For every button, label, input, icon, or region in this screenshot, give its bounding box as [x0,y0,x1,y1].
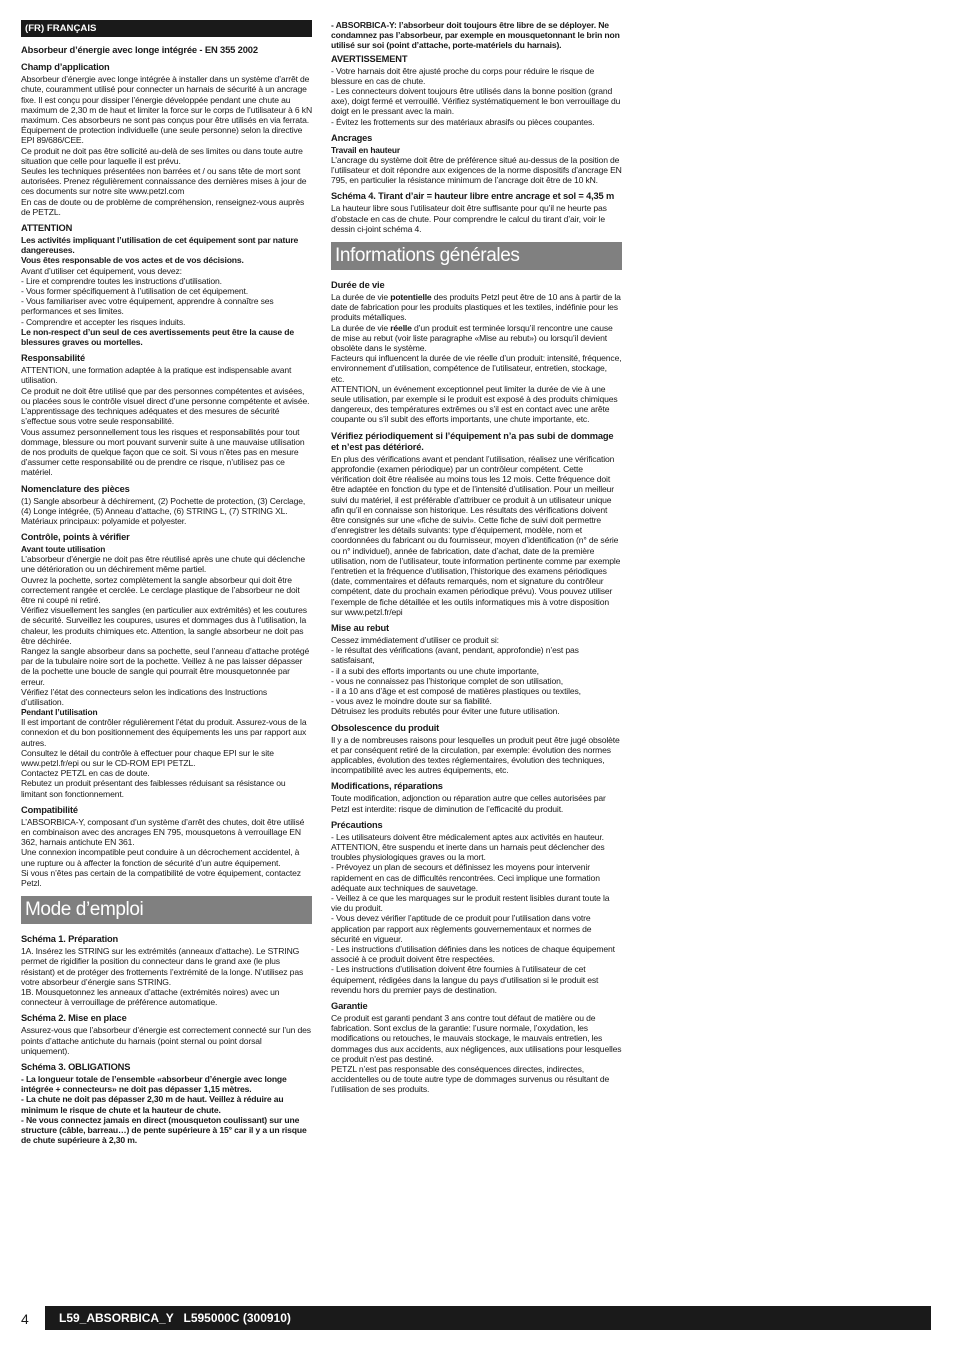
section-text: Assurez-vous que l’absorbeur d’énergie est correctement connecté sur l’un des points d’attache antichute du harnais (point sternal ou point dorsal uniquement). [21,1025,311,1056]
section-title: Ancrages [331,132,373,143]
section-text: Cessez immédiatement d’utiliser ce produit si: - le résultat des vérifications (avant, pendant, approfondie) n’est pas satisfaisant, - il a subi des efforts importants ou une chute importante, - vous ne connaissez pas l’historique complet de son utilisation, - il a 10 ans d’âge et est composé de matières plastiques ou textiles, - vous avez le moindre doute sur sa fiabilité. Détruisez les produits rebutés pour éviter une future utilisation. [331,634,581,717]
subsection-title: Pendant l’utilisation [21,707,98,718]
left-column [21,20,312,1145]
section-title: Garantie [331,1001,368,1012]
mode-emploi-heading: Mode d’emploi [21,896,312,924]
section-title: ATTENTION [21,223,73,234]
warning-bold: Le non-respect d’un seul de ces avertissements peut être la cause de blessures graves ou mortelles. [21,326,295,348]
section-text: (1) Sangle absorbeur à déchirement, (2) Pochette de protection, (3) Cerclage, (4) Longe intégrée, (5) Anneau d’attache, (6) STRING L, (7) STRING XL. Matériaux principaux: polyamide et polyester. [21,495,306,526]
section-title: Précautions [331,819,383,830]
section-text: Il y a de nombreuses raisons pour lesquelles un produit peut être jugé obsolète et par conséquent retiré de la circulation, par exemple: évolution des normes applicables, évolution des textes réglementaires, évolution des techniques, incompatibilité avec les autres équipements, etc. [331,734,620,776]
page-number: 4 [21,1311,29,1327]
absorbica-note: - ABSORBICA-Y: l’absorbeur doit toujours être libre de se déployer. Ne condamnez pas l’absorbeur, par exemple en mousquetonnant le brin non utilisé sur soi (point d’attache, porte-matériels du harnais). [331,20,620,51]
footer-code: L59_ABSORBICA_Y L595000C (300910) [45,1306,931,1330]
section-text: Absorbeur d’énergie avec longe intégrée à installer dans un système d’arrêt de chute, couramment utilisé pour connecter un harnais de sécurité à un ancrage fixe. Il est conçu pour dissiper l’énergie développée pendant une chute au maximum de 2,30 m de haut et limiter la force sur le corps de l’utilisateur à 6 kN maximum. Ces absorbeurs ne sont pas conçus pour être utilisés en via ferrata. Équipement de protection individuelle (une seule personne) selon la directive EPI 89/686/CEE. Ce produit ne doit pas être sollicité au-delà de ses limites ou dans toute autre situation que celle pour laquelle il est prévu. Seules les techniques présentées non barrées et / ou sans tête de mort sont autorisées. Prenez régulièrement connaissance des dernières mises à jour de ces documents sur notre site www.petzl.com En cas de doute ou de problème de compréhension, renseignez-vous auprès de PETZL. [21,74,312,217]
language-header: (FR) FRANÇAIS [21,20,312,37]
section-text: - La longueur totale de l’ensemble «absorbeur d’énergie avec longe intégrée + connecteurs» ne doit pas dépasser 1,15 mètres. - La chute ne doit pas dépasser 2,30 m de haut. Veillez à réduire au minimum le risque de chute et la hauteur de chute. - Ne vous connectez jamais en direct (mousqueton coulissant) sur une structure (câble, barreau…) de pente supérieure à 15° car il y a un risque de chute supérieure à 2,30 m. [21,1074,307,1146]
info-generales-heading: Informations générales [331,242,622,270]
section-title: Modifications, réparations [331,781,443,792]
section-text: En plus des vérifications avant et pendant l’utilisation, réalisez une vérification approfondie (examen périodique) par un contrôleur compétent. Cette vérification doit être réalisée au moins tous les 12 mois. Cette fréquence doit être adaptée en fonction du type et de l’intensité d’utilisation. Pour un meilleur suivi du matériel, il est préférable d’attribuer ce produit à un utilisateur unique afin qu’il en connaisse son historique. Les résultats des vérifications doivent être consignés sur une «fiche de suivi». Cette fiche de suivi doit permettre d’enregistrer les détails suivants: type d’équipement, modèle, nom et coordonnées du fabricant ou du fournisseur, moyen d’identification (n° de série ou n° individuel), année de fabrication, date d’achat, date de la première utilisation, nom de l’utilisateur, toute information pertinente comme par exemple l’entretien et la fréquence d’utilisation, l’historique des examens périodiques (date, commentaires et défauts remarqués, nom et signature du contrôleur compétent, date du prochain examen périodique prévu). Vous pouvez utiliser l’exemple de fiche détaillée et les outils informatiques mis à votre disposition sur www.petzl.fr/epi [331,453,621,617]
section-text: - Les utilisateurs doivent être médicalement aptes aux activités en hauteur. ATTENTION, être suspendu et inerte dans un harnais peut déclencher des troubles physiologiques graves ou la mort. - Prévoyez un plan de secours et définissez les moyens pour intervenir rapidement en cas de difficultés rencontrées. Ceci implique une formation adéquate aux techniques de sauvetage. - Veillez à ce que les marquages sur le produit restent lisibles durant toute la vie du produit. - Vous devez vérifier l’aptitude de ce produit pour l’utilisation dans votre application par rapport aux règlements gouvernementaux et normes de sécurité en vigueur. - Les instructions d’utilisation définies dans les notices de chaque équipement associé à ce produit doivent être respectées. - Les instructions d’utilisation doivent être fournies à l’utilisateur de cet équipement, rédigées dans la langue du pays d’utilisation si le produit est revendu hors du premier pays de destination. [331,831,615,995]
section-text: La hauteur libre sous l’utilisateur doit être suffisante pour qu’il ne heurte pas d’obstacle en cas de chute. Pour comprendre le calcul du tirant d’air, voir le dessin ci-joint schéma 4. [331,203,607,234]
section-text: La durée de vie réelle d’un produit est terminée lorsqu’il rencontre une cause de mise au rebut (voir liste paragraphe «Mise au rebut») ou lorsqu’il devient obsolète dans le système. [331,322,613,354]
section-text: L’ancrage du système doit être de préférence situé au-dessus de la position de l’utilisateur et doit répondre aux exigences de la norme dispositifs d’ancrage EN 795, en particulier la résistance minimum de l’ancrage doit être de 10 kN. [331,154,622,186]
section-title: Schéma 1. Préparation [21,934,119,945]
section-text: ATTENTION, une formation adaptée à la pratique est indispensable avant utilisation. Ce produit ne doit être utilisé que par des personnes compétentes et avisées, ou placées sous le contrôle visuel direct d’une personne compétente et avisée. L’apprentissage des techniques adéquates et des mesures de sécurité s’effectue sous votre seule responsabilité. Vous assumez personnellement tous les risques et responsabilités pour tout dommage, blessure ou mort pouvant survenir suite à une mauvaise utilisation de nos produits de quelque façon que ce soit. Si vous n’êtes pas en mesure d’assumer cette responsabilité ou de prendre ce risque, n’utilisez pas ce matériel. [21,365,310,478]
section-text: - Votre harnais doit être ajusté proche du corps pour réduire le risque de blessure en cas de chute. - Les connecteurs doivent toujours être utilisés dans la bonne position (grand axe), doigt fermé et verrouillé. Vérifiez systématiquement le bon verrouillage du doigt en le pressant avec la main. - Évitez les frottements sur des matériaux abrasifs ou pièces coupantes. [331,65,621,127]
warning-bold: Les activités impliquant l’utilisation de cet équipement sont par nature dangereuses. [21,235,299,256]
section-text: Il est important de contrôler régulièrement l’état du produit. Assurez-vous de la connexion et du bon positionnement des équipements les uns par rapport aux autres. Consultez le détail du contrôle à effectuer pour chaque EPI sur le site www.petzl.fr/epi ou sur le CD-ROM EPI PETZL. Contactez PETZL en cas de doute. Rebutez un produit présentant des faiblesses réduisant sa résistance ou limitant son fonctionnement. [21,717,307,799]
section-text: La durée de vie potentielle des produits Petzl peut être de 10 ans à partir de la date de fabrication pour les produits plastiques et les textiles, indéfinie pour les produits métalliques. [331,292,621,323]
section-title: AVERTISSEMENT [331,53,408,64]
section-text: Toute modification, adjonction ou réparation autre que celles autorisées par Petzl est interdite: risque de diminution de l’efficacité du produit. [331,793,606,814]
section-text: L’ABSORBICA-Y, composant d’un système d’arrêt des chutes, doit être utilisé en combinaison avec des ancrages EN 795, mousquetons à verrouillage EN 362, harnais antichute EN 361. Une connexion incompatible peut conduire à un décrochement accidentel, à une rupture ou à affecter la fonction de sécurité d’un autre équipement. Si vous n’êtes pas certain de la compatibilité de votre équipement, contactez Petzl. [21,816,305,889]
warning-bold: Vous êtes responsable de vos actes et de vos décisions. [21,255,244,266]
section-title: Responsabilité [21,353,86,364]
right-column [331,20,622,1095]
section-title: Schéma 3. OBLIGATIONS [21,1062,131,1073]
section-title: Champ d’application [21,62,110,73]
section-text: Avant d’utiliser cet équipement, vous devez: - Lire et comprendre toutes les instructions d’utilisation. - Vous former spécifiquement à l’utilisation de cet équipement. - Vous familiariser avec votre équipement, apprendre à connaître ses performances et ses limites. - Comprendre et accepter les risques induits. [21,265,274,327]
section-title: Obsolescence du produit [331,722,440,733]
section-text: 1A. Insérez les STRING sur les extrémités (anneaux d’attache). Le STRING permet de rigidifier la position du connecteur dans le grand axe (le plus résistant) et de protéger des frottements l’extrémité de la longe. N’utilisez pas votre absorbeur d’énergie sans STRING. 1B. Mousquetonnez les anneaux d’attache (extrémités noires) avec un connecteur à verrouillage de préférence automatique. [21,946,304,1008]
section-title: Vérifiez périodiquement si l’équipement n’a pas subi de dommage et n’est pas détérioré. [331,430,614,452]
section-text: Facteurs qui influencent la durée de vie réelle d’un produit: intensité, fréquence, environnement d’utilisation, compétence de l’utilisateur, entretien, stockage, etc. ATTENTION, un événement exceptionnel peut limiter la durée de vie à une seule utilisation, par exemple si le produit est exposé à des produits chimiques dangereux, des températures extrêmes ou s’il est en contact avec une arête coupante ou s’il subit des efforts importants, une chute importante, etc. [331,353,622,425]
subsection-title: Avant toute utilisation [21,544,106,555]
section-title: Mise au rebut [331,622,389,633]
section-title: Schéma 2. Mise en place [21,1013,127,1024]
section-title: Nomenclature des pièces [21,483,130,494]
section-title: Durée de vie [331,280,385,291]
document-title: Absorbeur d’énergie avec longe intégrée - EN 355 2002 [21,44,258,56]
section-text: Ce produit est garanti pendant 3 ans contre tout défaut de matière ou de fabrication. Sont exclus de la garantie: l’usure normale, l’oxydation, les modifications ou retouches, le mauvais stockage, le mauvais entretien, les dommages dus aux accidents, aux négligences, aux utilisations pour lesquelles ce produit n’est pas destiné. PETZL n’est pas responsable des conséquences directes, indirectes, accidentelles ou de toute autre type de dommages survenus ou résultant de l’utilisation de ses produits. [331,1013,622,1095]
section-title: Contrôle, points à vérifier [21,532,130,543]
subsection-title: Travail en hauteur [331,144,400,155]
section-title: Compatibilité [21,804,78,815]
section-title: Schéma 4. Tirant d’air = hauteur libre entre ancrage et sol = 4,35 m [331,191,615,202]
section-text: L’absorbeur d’énergie ne doit pas être réutilisé après une chute qui déclenche une détérioration ou un déchirement même partiel. Ouvrez la pochette, sortez complètement la sangle absorbeur qui doit être correctement rangée et cerclée. Le cerclage plastique de l’absorbeur ne doit être ni coupé ni retiré. Vérifiez visuellement les sangles (en particulier aux extrémités) et les coutures de sécurité. Surveillez les coupures, usures et dommages dus à l’utilisation, la chaleur, les produits chimiques etc. Attention, la sangle absorbeur ne doit pas être déchirée. Rangez la sangle absorbeur dans sa pochette, seul l’anneau d’attache protégé par de la tubulaire noire sort de la pochette. Veillez à ne pas laisser dépasser de la pochette une boucle de sangle qui pourrait être mousquetonnée par erreur. Vérifiez l’état des connecteurs selon les indications des Instructions d’utilisation. [21,554,310,707]
